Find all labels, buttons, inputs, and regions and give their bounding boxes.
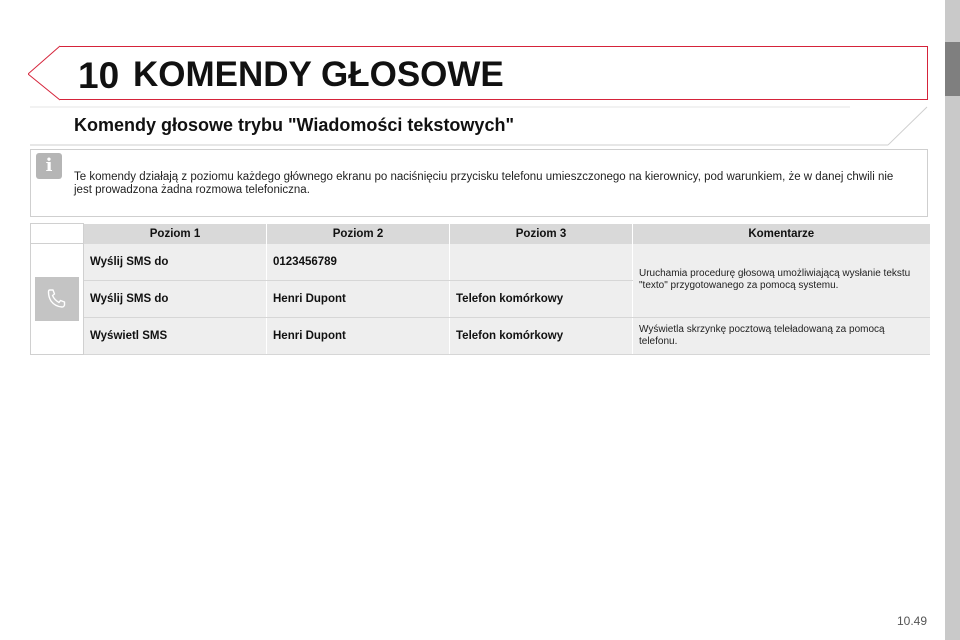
- table-header-row: [31, 224, 930, 244]
- table-row: [31, 318, 930, 355]
- row2-level2: Henri Dupont: [267, 281, 450, 318]
- row2-level3: Telefon komórkowy: [450, 281, 633, 318]
- row1-level1: Wyślij SMS do: [84, 244, 267, 281]
- phone-icon: [35, 277, 79, 321]
- voice-commands-table: [30, 223, 930, 355]
- info-text: Te komendy działają z poziomu każdego głównego ekranu po naciśnięciu przycisku telefonu umieszczonego na kierownicy, pod warunkiem, że w danej chwili nie jest prowadzona żadna rozmowa telefoniczna.: [74, 171, 894, 196]
- comment-send-sms: Uruchamia procedurę głosową umożliwiającą wysłanie tekstu "texto" przygotowanego za pomocą systemu.: [633, 244, 930, 318]
- side-strip-marker: [945, 42, 960, 96]
- row3-level1: Wyświetl SMS: [84, 318, 267, 355]
- table-header-comments: Komentarze: [633, 224, 930, 244]
- comment-view-sms: Wyświetla skrzynkę pocztową teleładowaną za pomocą telefonu.: [633, 318, 930, 355]
- section-title: Komendy głosowe trybu "Wiadomości tekstowych": [74, 115, 514, 135]
- info-icon: i: [36, 153, 62, 179]
- row3-level2: Henri Dupont: [267, 318, 450, 355]
- table-header-level3: Poziom 3: [450, 224, 633, 244]
- chapter-title: KOMENDY GŁOSOWE: [133, 55, 504, 94]
- table-header-level2: Poziom 2: [267, 224, 450, 244]
- table-header-level1: Poziom 1: [84, 224, 267, 244]
- table-header-blank: [31, 224, 84, 244]
- side-strip: [945, 0, 960, 640]
- row3-level3: Telefon komórkowy: [450, 318, 633, 355]
- table-row: [31, 244, 930, 281]
- phone-icon-cell: [31, 244, 84, 355]
- row2-level1: Wyślij SMS do: [84, 281, 267, 318]
- chapter-number: 10: [78, 55, 120, 96]
- row1-level3: [450, 244, 633, 281]
- page-number: 10.49: [897, 614, 928, 628]
- row1-level2: 0123456789: [267, 244, 450, 281]
